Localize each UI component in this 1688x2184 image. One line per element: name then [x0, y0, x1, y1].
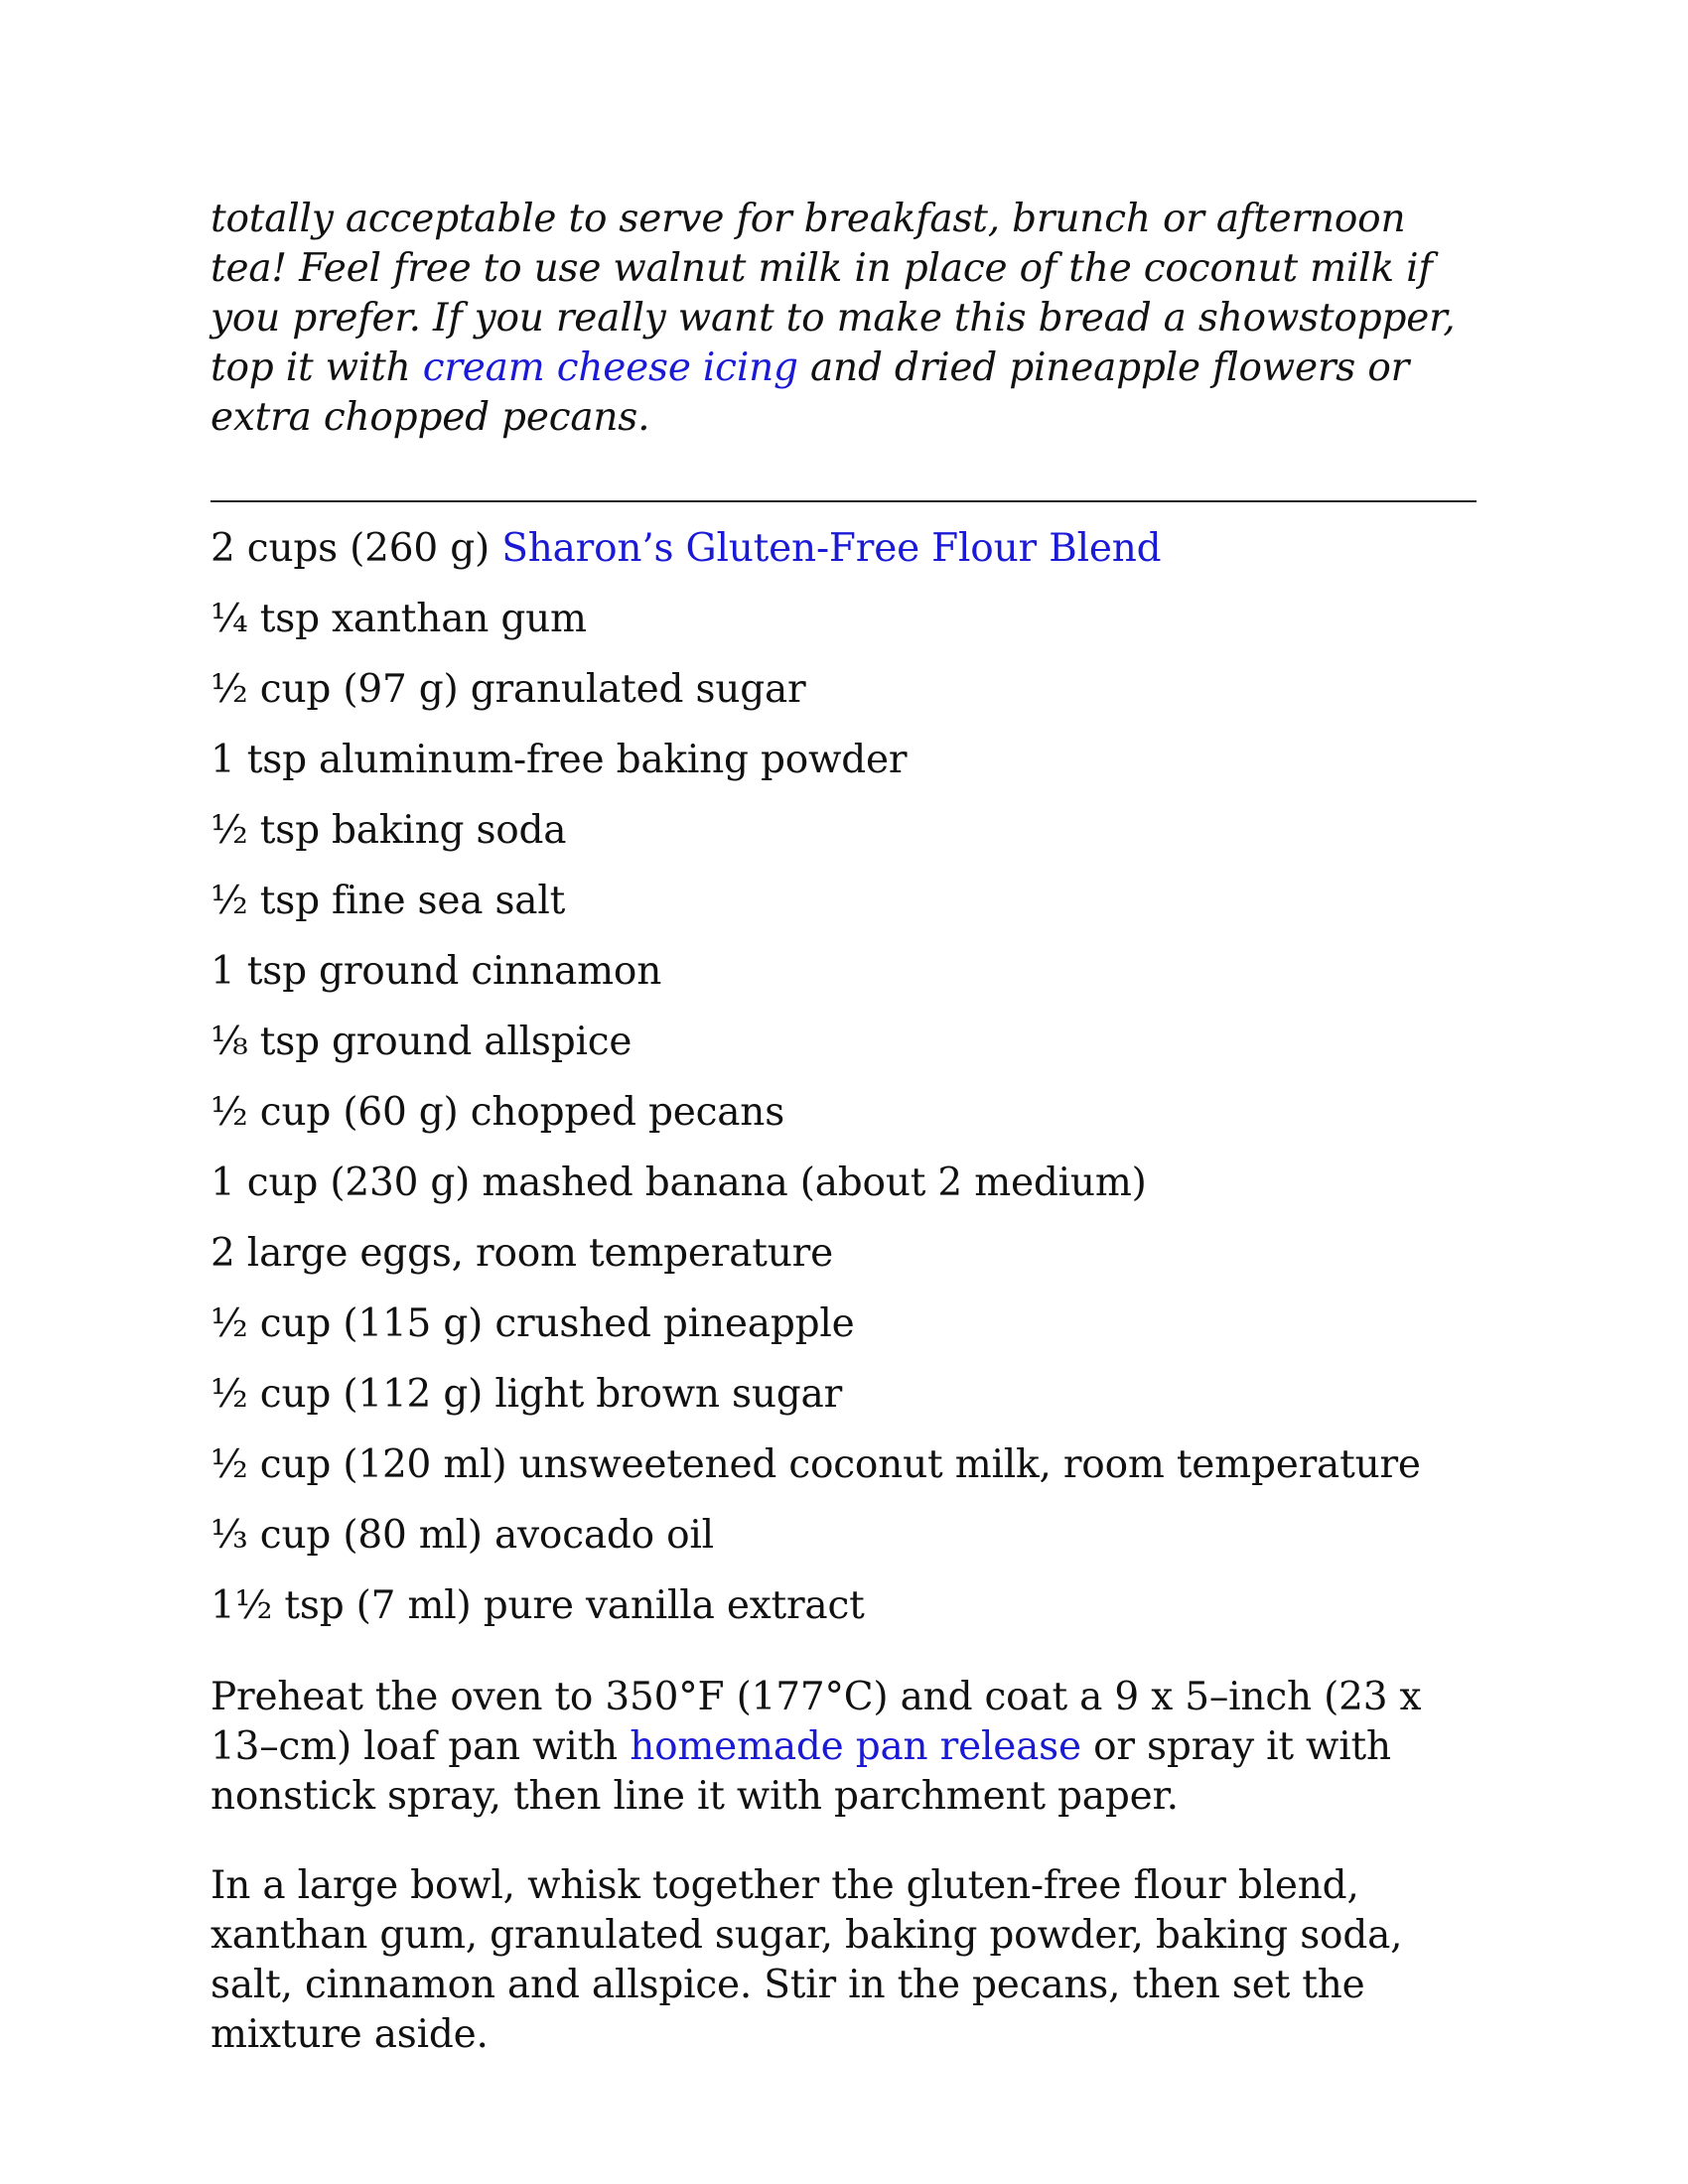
- recipe-page: [211, 195, 1477, 2060]
- pan-release-link[interactable]: homemade pan release: [630, 1724, 1081, 1769]
- step1-text-after: or spray it with nonstick spray, then line it with parchment paper.: [211, 1724, 1391, 1819]
- instruction-step-1: [211, 1673, 1477, 1822]
- ingredient-item: ½ cup (97 g) granulated sugar: [211, 667, 806, 712]
- step1-text-before: Preheat the oven to 350°F (177°C) and coat a 9 x 5–inch (23 x 13–cm) loaf pan with: [211, 1675, 1422, 1769]
- ingredient-item: [211, 524, 1477, 595]
- cream-cheese-icing-link[interactable]: cream cheese icing: [422, 345, 798, 390]
- ingredient-item: ½ cup (60 g) chopped pecans: [211, 1090, 785, 1135]
- ingredient-item: ½ cup (112 g) light brown sugar: [211, 1372, 843, 1417]
- ingredient-item: 2 large eggs, room temperature: [211, 1231, 834, 1276]
- recipe-intro: [211, 195, 1477, 443]
- ingredient-item: 1 tsp ground cinnamon: [211, 949, 662, 994]
- ingredient-item: ⅓ cup (80 ml) avocado oil: [211, 1513, 714, 1558]
- flour-blend-link[interactable]: Sharon’s Gluten-Free Flour Blend: [501, 526, 1162, 571]
- ingredient-item: 1½ tsp (7 ml) pure vanilla extract: [211, 1583, 865, 1628]
- instruction-step-2: In a large bowl, whisk together the gluten-free flour blend, xanthan gum, granulated sugar, baking powder, baking soda, salt, cinnamon and allspice. Stir in the pecans, then set the mixture aside.: [211, 1863, 1403, 2057]
- ingredient-item: ½ tsp fine sea salt: [211, 879, 566, 923]
- ingredient-item: ½ tsp baking soda: [211, 808, 567, 853]
- ingredient-text: 2 cups (260 g): [211, 526, 502, 571]
- intro-text-after: and dried pineapple flowers or extra chopped pecans.: [211, 345, 1410, 440]
- ingredient-item: ¼ tsp xanthan gum: [211, 597, 587, 641]
- ingredient-item: ½ cup (115 g) crushed pineapple: [211, 1301, 855, 1346]
- ingredient-item: ½ cup (120 ml) unsweetened coconut milk, room temperature: [211, 1442, 1421, 1487]
- ingredient-item: ⅛ tsp ground allspice: [211, 1020, 633, 1064]
- ingredient-item: 1 cup (230 g) mashed banana (about 2 medium): [211, 1160, 1147, 1205]
- section-divider: [211, 500, 1477, 502]
- ingredient-list: [211, 524, 1477, 1652]
- ingredient-item: 1 tsp aluminum-free baking powder: [211, 738, 908, 782]
- intro-text-before: totally acceptable to serve for breakfast, brunch or afternoon tea! Feel free to use walnut milk in place of the coconut milk if you prefer. If you really want to make this bread a showstopper, top it with: [211, 197, 1456, 390]
